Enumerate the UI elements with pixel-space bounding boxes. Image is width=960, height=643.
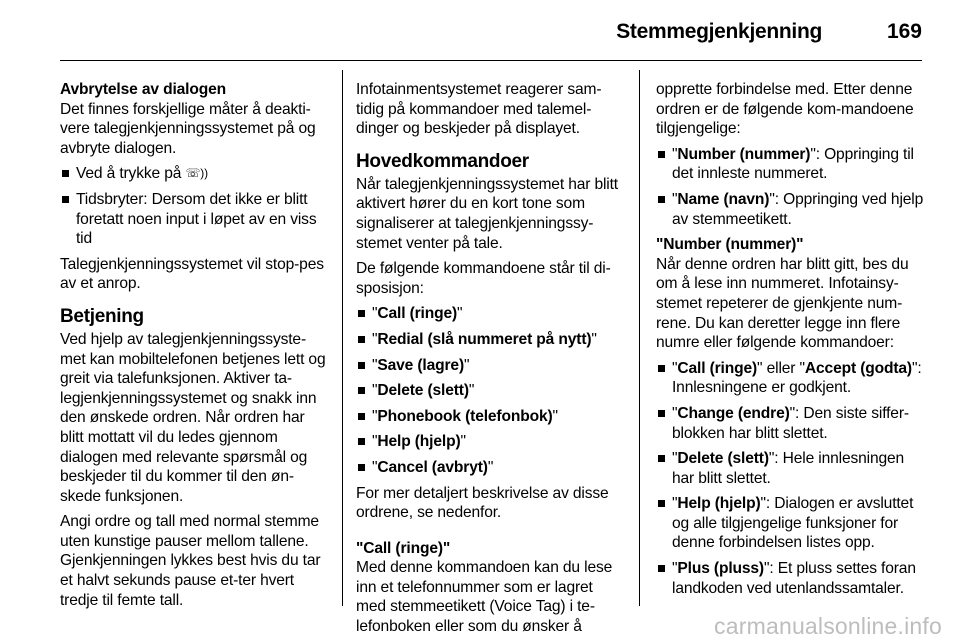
list-item: "Call (ringe)" eller "Accept (godta)": Innlesningene er godkjent. [656,359,924,398]
command-list [356,304,624,477]
list-item: "Plus (pluss)": Et pluss settes foran landkoden ved utenlandssamtaler. [656,559,924,598]
list-item: "Help (hjelp)": Dialogen er avsluttet og alle tilgjengelige funksjoner for denne forbindelsen listes opp. [656,494,924,553]
list-item: "Phonebook (telefonbok)" [356,407,624,427]
heading-betjening: Betjening [60,305,144,327]
watermark: carmanualsonline.info [714,613,942,639]
list-item: "Call (ringe)" [356,304,624,324]
list-item: "Help (hjelp)" [356,432,624,452]
paragraph: Talegjenkjenningssystemet vil stop-pes av et anrop. [60,255,324,293]
page-number: 169 [886,20,922,43]
column-1 [60,80,328,616]
subheading-avbrytelse: Avbrytelse av dialogen [60,81,226,98]
paragraph: opprette forbindelse med. Etter denne ordren er de følgende kom-mandoene tilgjengelige: [656,81,914,138]
column-3 [656,80,924,604]
list-item: "Number (nummer)": Oppringing til det innleste nummeret. [656,145,924,184]
bullet-list [656,145,924,229]
list-item: "Save (lagre)" [356,356,624,376]
page-header [60,0,922,61]
list-item: "Change (endre)": Den siste siffer-blokken har blitt slettet. [656,404,924,443]
paragraph: Når denne ordren har blitt gitt, bes du om å lese inn nummeret. Infotainsy-stemet repeterer de gjenkjente num-rene. Du kan deretter legge inn flere numre eller følgende kommandoer: [656,255,909,352]
phone-voice-icon: ☏)) [185,166,208,181]
list-item: Tidsbryter: Dersom det ikke er blitt foretatt noen input i løpet av en viss tid [60,190,328,249]
paragraph: De følgende kommandoene står til di-sposisjon: [356,260,611,297]
list-item: "Cancel (avbryt)" [356,458,624,478]
page-title: Stemmegjenkjenning [616,20,822,43]
list-item: "Delete (slett)" [356,381,624,401]
subheading-call: "Call (ringe)" [356,539,451,557]
paragraph: Angi ordre og tall med normal stemme uten kunstige pauser mellom tallene. Gjenkjenningen lykkes best hvis du tar et halvt sekunds pause et-ter hvert tredje til femte tall. [60,513,321,609]
paragraph: Infotainmentsystemet reagerer sam-tidig på kommandoer med talemel-dinger og beskjeder på displayet. [356,81,602,138]
heading-hovedkommandoer: Hovedkommandoer [356,150,529,172]
subheading-number: "Number (nummer)" [656,236,804,254]
paragraph: Det finnes forskjellige måter å deakti-vere talegjenkjenningssystemet på og avbryte dialogen. [60,100,316,157]
paragraph: For mer detaljert beskrivelse av disse ordrene, se nedenfor. [356,484,609,522]
list-item: "Name (navn)": Oppringing ved hjelp av stemmeetikett. [656,190,924,229]
list-item: "Delete (slett)": Hele innlesningen har blitt slettet. [656,449,924,488]
paragraph: Når talegjenkjenningssystemet har blitt aktivert hører du en kort tone som signaliserer at talegjenkjenningssy-stemet venter på tale. [356,175,618,252]
paragraph: Med denne kommandoen kan du lese inn et telefonnummer som er lagret med stemmeetikett (Voice Tag) i te-lefonboken eller som du ønsker å [356,559,613,636]
column-2 [356,80,624,643]
list-item: Ved å trykke på ☏)) [60,164,328,184]
list-item: "Redial (slå nummeret på nytt)" [356,330,624,350]
paragraph: Ved hjelp av talegjenkjenningssyste-met kan mobiltelefonen betjenes lett og greit via talefunksjonen. Aktiver ta-legjenkjenningssystemet og snakk inn den ønskede ordren. Når ordren har blitt mottatt vil du ledes gjennom dialogen med relevante spørsmål og beskjeder til du kommer til den øn-skede funksjonen. [60,330,326,505]
bullet-list [656,359,924,599]
column-divider-2 [639,70,640,606]
bullet-list [60,164,328,248]
column-divider-1 [342,70,343,606]
